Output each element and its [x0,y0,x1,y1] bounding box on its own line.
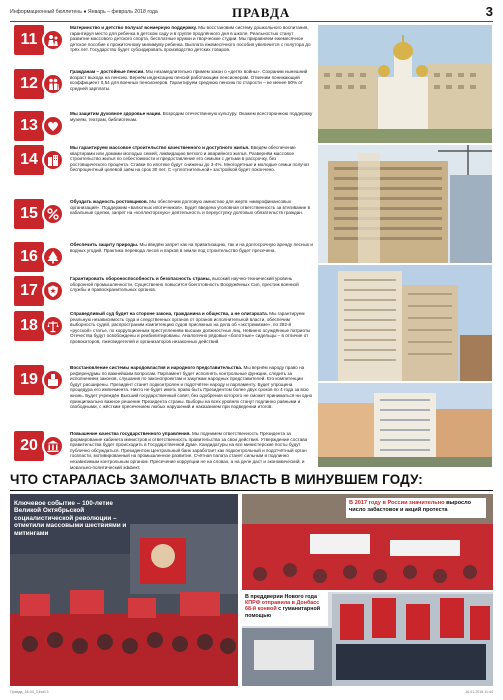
caption-strikes-rest: выросло число забастовок и акций протеста [349,500,472,513]
item-number: 12 [14,69,44,99]
item-lead: Мы гарантируем массовое строительство качественного и доступного жилья. [70,145,250,150]
item-number: 11 [14,25,44,55]
program-item [14,69,314,109]
banner-title: ЧТО СТАРАЛАСЬ ЗАМОЛЧАТЬ ВЛАСТЬ В МИНУВШЕМ ГОДУ: [10,472,423,487]
item-badge [14,145,66,175]
print-footer [10,690,493,698]
government-icon [42,435,64,457]
item-lead: Гарантировать обороноспособность и безопасность страны, [70,276,211,281]
program-item [14,431,314,469]
item-badge [14,365,66,395]
item-lead: Справедливый суд будет на стороне закона, гражданина и общества, а не олигархата. [70,311,268,316]
scales-icon [42,315,64,337]
item-badge [14,311,66,341]
issue-info: Информационный бюллетень ● Январь – февраль 2018 года [10,9,158,15]
item-number: 17 [14,276,44,306]
item-lead: Обеспечить защиту природы. [70,242,139,247]
tree-icon [42,246,64,268]
residential-tower-photo [318,265,492,381]
item-badge [14,199,66,229]
item-body: Мы обеспечим долговую амнистию для жертв «микрофинансовых организаций». Поддержим «валютных ипотечников». Будет введена уголовная ответственность за втягивание в кабальные сделки, запрет на «коллекторскую» деятельность и переуступку долговых обязательств граждан. [70,199,311,216]
item-number: 13 [14,111,44,141]
print-timestamp: 16.01.2018 11:44 [465,690,493,694]
page-number: 3 [485,4,493,19]
banner-rule [10,490,493,491]
item-text [70,242,314,274]
item-badge [14,69,66,99]
shield-icon [42,280,64,302]
item-text [70,276,314,308]
item-body: Мы вернём народу право на референдумы по важнейшим вопросам. Парламент будет исполнять контрольные функции, следить за исполнением законов, слушания по законопроектам и закупкам народных представителей. Его компетенции будут расширены. Президент станет подконтролен и подотчётен народу и парламенту. Будет упрощена процедура его импичмента. Никто не будет иметь право быть Президентом более двух сроков по 4 года за всю жизнь. Будет учреждён Высший государственный совет, без одобрения которого не сможет приниматься ни одно принципиально важное решение Президента страны. Выборы на всех уровнях станут подлинно равными и свободными, с жёстким пресечением любых нарушений и наказанием при подведении итогов. [70,365,313,410]
item-body: Мы введём запрет как на приватизацию, так и на долгосрочную аренду лесных и водных угодий. Практика перевода лесов и парков в земли под строительство будет пресечена. [70,242,313,253]
page-header [10,4,493,22]
file-slug: Правда_18-04_3.indd 3 [10,690,49,694]
item-number: 16 [14,242,44,272]
item-badge [14,111,66,141]
heart-icon [42,115,64,137]
program-item [14,311,314,363]
item-lead: Восстановление системы народовластия и народного представительства. [70,365,243,370]
item-badge [14,242,66,272]
item-text [70,145,314,197]
item-badge [14,25,66,55]
program-item [14,145,314,197]
header-rule [10,21,493,22]
caption-strikes-red: В 2017 году в России значительно [349,500,445,506]
buildings-icon [42,149,64,171]
construction-photo [318,145,492,263]
item-number: 20 [14,431,44,461]
apartment-blocks-photo [318,383,492,467]
item-text [70,431,314,469]
item-lead: Материнство и детство получат всемерную поддержку. [70,25,197,30]
item-lead: Обуздать жадность ростовщиков. [70,199,148,204]
section-banner [10,472,493,492]
program-item [14,25,314,67]
family-icon [42,29,64,51]
item-lead: Гражданам – достойные пенсии. [70,69,145,74]
item-body: Мы восстановим систему дошкольного воспитания, гарантируя место для ребенка в детском саду и в группе продлённого дня в школе. Реальностью станут развитие массового детского спорта, бесплатные кружки и творческие студии. Мы приравняем ежемесячное детское пособие к прожиточному минимуму ребенка. Выплата ежемесячного пособия увеличится с полутора до трёх лет. Государство будет субсидировать производство детских товаров. [70,25,311,53]
item-text [70,199,314,239]
item-body: Мы гарантируем реальную независимость суда и следственных органов от органов исполнительной власти, обеспечим выборность судей, распространим компетенцию судов присяжных на дела об «экстремизме», по 282-й «русской» статье, по коррупционным преступлениям высших должностных лиц. Невинно осуждённые патриоты Отечества будут освобождены и реабилитированы. Аналогично рядовые «болотные» сидельцы – в отличие от провокаторов, лжесвидетелей и организаторов незаконных действий. [70,311,311,344]
item-body: Возродим отечественную культуру. Окажем всестороннюю поддержку музеям, театрам, библиотекам. [70,111,313,122]
caption-revolution: Ключевое событие – 100-летие Великой Октябрьской социалистической революции – отметили массовыми шествиями и митингами [14,500,127,537]
program-item [14,242,314,274]
percent-icon [42,203,64,225]
ballot-icon [42,369,64,391]
item-body: высокий научно-технический уровень оборонной промышленности. Существенно повысится боеготовность Вооружённых Сил, престиж военной службы и правоохранительных органов. [70,276,299,293]
housing-complex-photo [318,25,492,143]
caption-convoy-lead: В преддверии Нового года [245,594,317,600]
caption-convoy-red: КПРФ отправила в Донбасс 68-й конвой [245,600,320,613]
item-badge [14,431,66,461]
item-text [70,69,314,109]
caption-strikes [346,498,486,518]
item-lead: Повышение качества государственного управления. [70,431,191,436]
caption-convoy-tail: с гуманитарной помощью [245,606,321,619]
program-item [14,199,314,239]
photo-column [318,25,492,467]
program-item [14,365,314,429]
item-lead: Мы защитим духовное здоровье нации. [70,111,162,116]
masthead: ПРАВДА [232,5,291,20]
item-body: Мы незамедлительно примем закон о «детях войны». Сохраним нынешний возраст выхода на пенсию. Вернём индексацию пенсий работающим пенсионерам. Отменим понижающий коэффициент 0,54 для военных пенсионеров. Гарантируем среднюю пенсию по старости – не менее 50% от средней зарплаты. [70,69,308,91]
program-item [14,111,314,143]
item-body: Мы поднимем ответственность Президента за формирование кабинета министров и ответственность правительства за свои действия. Утверждение состава правительства будет происходить в Государственной Думе. Кандидатуры на все министерские посты будут публично обсуждаться. Президентом Центральный банк заработает как подконтрольный и подотчётный орган госвласти, мотивированный на промышленное развитие. Счётная палата станет сильным и подлинно независимым контрольным органом. Пресечение коррупции не на словах, а на деле даст и экономический, и морально-политический эффект. [70,431,308,469]
elderly-couple-icon [42,73,64,95]
item-badge [14,276,66,306]
program-item [14,276,314,308]
item-body: Введём обеспечение квартирами или домами молодых семей, ликвидацию ветхого и аварийного жилья. Развернём массовое строительство жилья по себестоимости и предоставление его семьям с детьми в рассрочку, без ростовщического процента. Ставки по ипотеке будут снижены до 3-4%. Многодетные и молодые семьи получат беспроцентный целевой заём на срок 30 лет. С «уплотнительной» застройкой будет покончено. [70,145,310,173]
item-number: 15 [14,199,44,229]
item-text [70,25,314,67]
item-number: 19 [14,365,44,395]
item-text [70,311,314,363]
item-text [70,365,314,429]
item-text [70,111,314,143]
photo-collage [10,494,493,686]
caption-convoy [242,592,328,626]
item-number: 14 [14,145,44,175]
item-number: 18 [14,311,44,341]
